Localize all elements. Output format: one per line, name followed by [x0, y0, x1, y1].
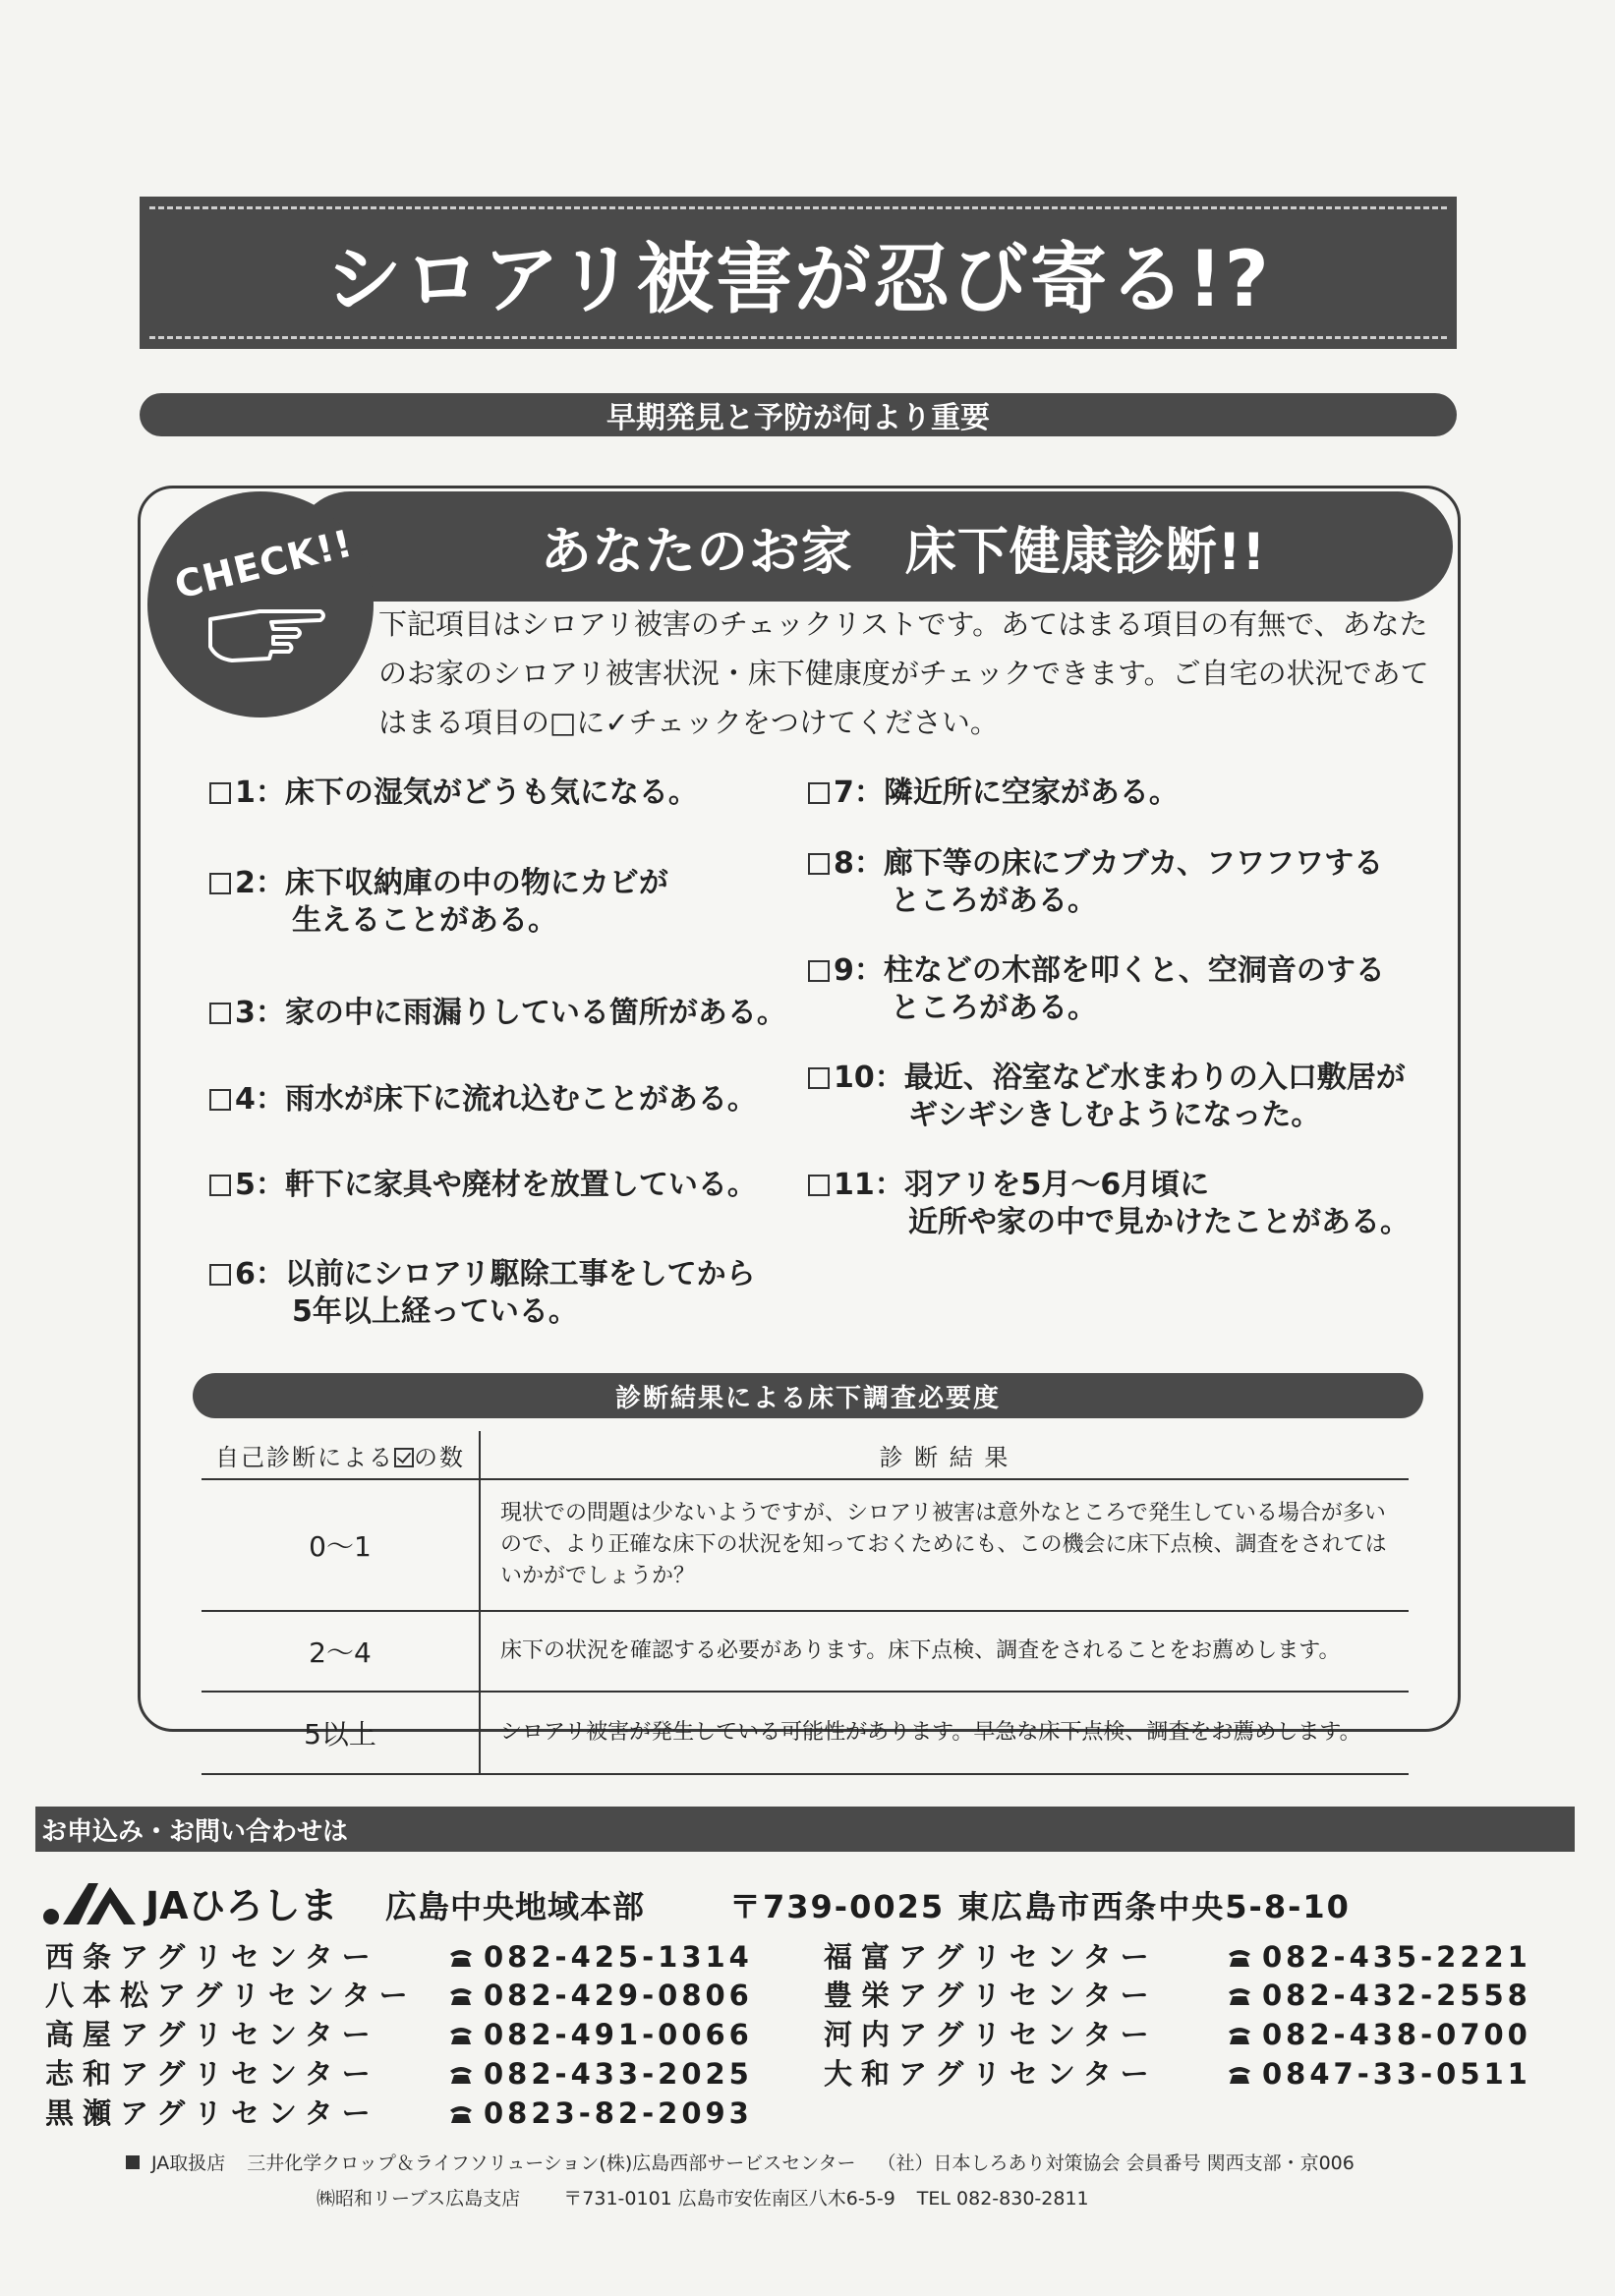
row-result: 床下の状況を確認する必要があります。床下点検、調査をされることをお薦めします。: [480, 1611, 1409, 1692]
phone-icon: [448, 1986, 474, 2006]
row-count: 5以上: [202, 1692, 480, 1774]
check-item-11[interactable]: 11：羽アリを5月～6月頃に 近所や家の中で見かけたことがある。: [808, 1167, 1410, 1241]
check-item-2[interactable]: 2：床下収納庫の中の物にカビが 生えることがある。: [209, 865, 668, 940]
center-row: 高屋アグリセンター 082-491-0066: [45, 2018, 753, 2051]
phone-icon: [1227, 2026, 1252, 2045]
checkbox[interactable]: [209, 1003, 231, 1024]
check-item-6[interactable]: 6：以前にシロアリ駆除工事をしてから 5年以上経っている。: [209, 1256, 756, 1331]
center-row: 志和アグリセンター 082-433-2025: [45, 2057, 753, 2091]
row-count: 2～4: [202, 1611, 480, 1692]
check-item-1[interactable]: 1：床下の湿気がどうも気になる。: [209, 775, 698, 812]
subtitle-banner: [140, 393, 1457, 436]
checkbox[interactable]: [808, 1175, 830, 1196]
check-item-8[interactable]: 8：廊下等の床にブカブカ、フワフワする ところがある。: [808, 845, 1383, 920]
checkbox[interactable]: [209, 873, 231, 894]
phone-icon: [448, 2026, 474, 2045]
checkbox[interactable]: [209, 1175, 231, 1196]
check-item-10[interactable]: 10：最近、浴室など水まわりの入口敷居が ギシギシきしむようになった。: [808, 1060, 1406, 1134]
col-header-count: 自己診断による の数: [202, 1431, 480, 1479]
phone-icon: [1227, 2065, 1252, 2085]
table-row: [202, 1692, 1409, 1774]
checkbox[interactable]: [808, 782, 830, 804]
center-row: 大和アグリセンター 0847-33-0511: [824, 2057, 1531, 2091]
phone-icon: [448, 1948, 474, 1968]
checkbox[interactable]: [209, 1089, 231, 1111]
check-item-3[interactable]: 3：家の中に雨漏りしている箇所がある。: [209, 995, 786, 1032]
row-result: 現状での問題は少ないようですが、シロアリ被害は意外なところで発生している場合が多いので、より正確な床下の状況を知っておくためにも、この機会に床下点検、調査をされてはいかがでしょうか？: [480, 1479, 1409, 1611]
row-count: 0～1: [202, 1479, 480, 1611]
checkbox[interactable]: [209, 782, 231, 804]
checkbox[interactable]: [808, 960, 830, 982]
center-row: 河内アグリセンター 082-438-0700: [824, 2018, 1531, 2051]
pointing-hand-icon: [202, 590, 330, 666]
org-name: JAひろしま: [145, 1884, 338, 1927]
ja-logo-icon: [39, 1877, 138, 1926]
phone-icon: [448, 2104, 474, 2124]
phone-icon: [448, 2065, 474, 2085]
center-row: 福富アグリセンター 082-435-2221: [824, 1940, 1531, 1974]
table-row: [202, 1611, 1409, 1692]
center-row: 八本松アグリセンター 082-429-0806: [45, 1979, 753, 2012]
contact-heading: お申込み・お問い合わせは: [41, 1816, 349, 1847]
org-region: 広島中央地域本部: [385, 1888, 646, 1925]
result-heading-banner: [193, 1373, 1423, 1418]
page-title: シロアリ被害が忍び寄る!?: [325, 235, 1271, 324]
checklist-header: [295, 491, 1453, 602]
table-header-row: [202, 1431, 1409, 1479]
check-item-5[interactable]: 5：軒下に家具や廃材を放置している。: [209, 1167, 757, 1204]
square-bullet-icon: [126, 2155, 140, 2169]
center-row: 豊栄アグリセンター 082-432-2558: [824, 1979, 1531, 2012]
contact-bar: [35, 1807, 1575, 1852]
result-heading: 診断結果による床下調査必要度: [614, 1383, 1001, 1413]
checklist-title: あなたのお家 床下健康診断!!: [540, 522, 1267, 582]
checkbox[interactable]: [209, 1264, 231, 1286]
footer-line-1: JA取扱店 三井化学クロップ＆ライフソリューション(株)広島西部サービスセンター （社）日本しろあり対策協会 会員番号 関西支部・京006: [126, 2149, 1355, 2175]
check-badge-label: CHECK!!: [170, 521, 358, 607]
center-row: 西条アグリセンター 082-425-1314: [45, 1940, 753, 1974]
checklist-intro: 下記項目はシロアリ被害のチェックリストです。あてはまる項目の有無で、あなたのお家のシロアリ被害状況・床下健康度がチェックできます。ご自宅の状況であてはまる項目の□に✓チェックをつけてください。: [378, 607, 1429, 739]
banner-stitch-bottom: [149, 336, 1447, 339]
footer-line-2: ㈱昭和リーブス広島支店 〒731-0101 広島市安佐南区八木6-5-9 TEL 082-830-2811: [317, 2188, 1089, 2210]
check-item-4[interactable]: 4：雨水が床下に流れ込むことがある。: [209, 1081, 757, 1119]
checked-box-icon: [394, 1448, 414, 1467]
table-row: [202, 1479, 1409, 1611]
checkbox[interactable]: [808, 1067, 830, 1089]
subtitle: 早期発見と予防が何より重要: [606, 401, 990, 435]
checkbox[interactable]: [808, 853, 830, 875]
check-item-9[interactable]: 9：柱などの木部を叩くと、空洞音のする ところがある。: [808, 952, 1385, 1027]
center-row: 黒瀬アグリセンター 0823-82-2093: [45, 2096, 753, 2130]
phone-icon: [1227, 1986, 1252, 2006]
col-header-result: 診 断 結 果: [480, 1431, 1409, 1479]
org-address: 〒739-0025 東広島市西条中央5-8-10: [729, 1888, 1351, 1925]
phone-icon: [1227, 1948, 1252, 1968]
title-banner: [140, 197, 1457, 349]
banner-stitch-top: [149, 206, 1447, 209]
row-result: シロアリ被害が発生している可能性があります。早急な床下点検、調査をお薦めします。: [480, 1692, 1409, 1774]
check-item-7[interactable]: 7：隣近所に空家がある。: [808, 775, 1179, 812]
result-table: [202, 1431, 1409, 1775]
